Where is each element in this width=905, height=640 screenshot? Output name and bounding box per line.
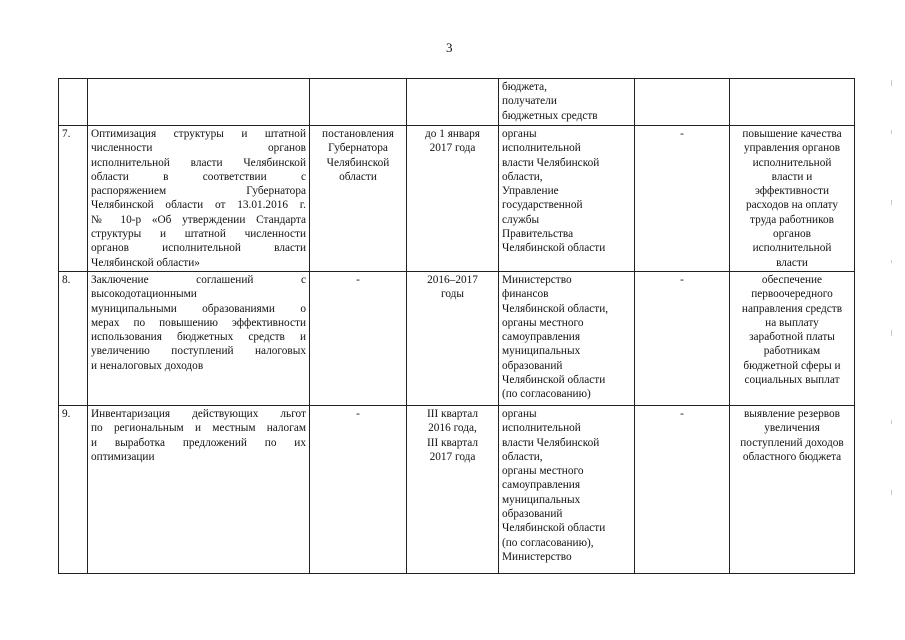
cell-line: исполнительной [752, 156, 832, 169]
cell-task [88, 271, 310, 405]
cell-line: III квартал [426, 436, 479, 449]
table-row [59, 405, 855, 573]
cell-line: власти [776, 256, 808, 269]
cell-line: - [356, 273, 360, 286]
cell-line: государственной [502, 199, 583, 212]
cell-line: бюджетной сферы и [743, 359, 841, 372]
cell-line: 2016–2017 [427, 273, 478, 286]
cell-line: области [339, 170, 377, 183]
cell-line: самоуправления [502, 479, 581, 492]
cell-line: поступлений доходов [740, 436, 844, 449]
cell-line: заработной платы [749, 331, 835, 344]
table-row-continued [59, 79, 855, 126]
cell-line: обеспечение [761, 273, 823, 286]
cell-line: и выработка предложений по их [91, 436, 306, 449]
cell-line: работникам [763, 345, 821, 358]
cell-document [310, 79, 407, 126]
table-row [59, 126, 855, 272]
cell-task [88, 79, 310, 126]
cell-line: увеличению поступлений налоговых [91, 345, 306, 358]
cell-line: муниципальными образованиями о [91, 302, 306, 315]
cell-executors [499, 126, 635, 272]
cell-line: повышение качества [742, 128, 842, 140]
cell-line: власти и [771, 170, 813, 183]
cell-line: 2017 года [429, 142, 476, 155]
cell-line: Инвентаризация действующих льгот [91, 407, 306, 420]
cell-line: образований [502, 359, 563, 372]
cell-deadline [407, 271, 499, 405]
cell-line: Правительства [502, 228, 574, 241]
cell-line: распоряжением Губернатора [91, 185, 306, 198]
scan-margin-marks [891, 60, 897, 580]
cell-line: органы местного [502, 316, 584, 329]
cell-line: власти Челябинской [502, 436, 600, 449]
cell-line: органов [773, 228, 811, 241]
cell-line: (по согласованию) [502, 388, 591, 401]
cell-document [310, 405, 407, 573]
cell-result [730, 126, 855, 272]
cell-line: муниципальных [502, 493, 581, 506]
cell-line: оптимизации [91, 450, 155, 463]
cell-line: расходов на оплату [746, 199, 838, 212]
cell-line: увеличения [764, 422, 820, 435]
cell-line: органы [502, 407, 537, 420]
cell-line: III квартал [426, 407, 479, 420]
cell-line: 2017 года [429, 450, 476, 463]
cell-line: Челябинской [326, 156, 390, 169]
cell-line: направления средств [741, 302, 843, 315]
table-row [59, 271, 855, 405]
cell-amount: - [635, 405, 730, 573]
cell-line: власти Челябинской [502, 156, 600, 169]
cell-line: Челябинской области [502, 242, 606, 255]
cell-line: труда работников [750, 213, 834, 226]
cell-line: первоочередного [751, 288, 833, 301]
cell-line: по региональным и местным налогам [91, 422, 306, 435]
cell-line: Челябинской области от 13.01.2016 г. [91, 199, 306, 212]
cell-line: Челябинской области [502, 522, 606, 535]
cell-line: и неналоговых доходов [91, 359, 204, 372]
cell-line: финансов [502, 288, 549, 301]
cell-line: областного бюджета [742, 450, 842, 463]
cell-executors [499, 79, 635, 126]
cell-line: муниципальных [502, 345, 581, 358]
cell-document [310, 271, 407, 405]
cell-line: эффективности [755, 185, 829, 198]
cell-line: 2016 года, [428, 422, 477, 435]
cell-line: социальных выплат [744, 374, 840, 387]
cell-num: 7. [59, 126, 88, 272]
cell-line: исполнительной власти Челябинской [91, 156, 306, 169]
cell-line: области в соответствии с [91, 170, 306, 183]
cell-line: органы [502, 128, 537, 140]
cell-num: 8. [59, 271, 88, 405]
page-number: 3 [446, 40, 453, 55]
cell-line: использования бюджетных средств и [91, 331, 306, 344]
cell-line: Министерство [502, 273, 572, 286]
cell-line: мерах по повышению эффективности [91, 316, 306, 329]
cell-line: № 10-р «Об утверждении Стандарта [91, 213, 306, 226]
cell-line: на выплату [765, 316, 819, 329]
cell-executors [499, 271, 635, 405]
cell-line: получатели [502, 95, 557, 108]
cell-deadline [407, 126, 499, 272]
cell-line: высокодотационными [91, 288, 197, 301]
cell-document [310, 126, 407, 272]
cell-line: бюджета, [502, 81, 547, 93]
cell-line: Министерство [502, 550, 572, 563]
cell-line: исполнительной [502, 422, 581, 435]
cell-line: органов исполнительной власти [91, 242, 306, 255]
cell-num [59, 79, 88, 126]
cell-result [730, 79, 855, 126]
measures-table [58, 78, 855, 574]
cell-line: структуры и штатной численности [91, 228, 306, 241]
cell-line: выявление резервов [743, 407, 841, 420]
cell-line: органы местного [502, 465, 584, 478]
cell-line: Оптимизация структуры и штатной [91, 128, 306, 140]
cell-num: 9. [59, 405, 88, 573]
cell-executors [499, 405, 635, 573]
cell-result [730, 271, 855, 405]
cell-line: образований [502, 508, 563, 521]
cell-line: годы [440, 288, 464, 301]
cell-line: (по согласованию), [502, 536, 594, 549]
cell-line: Челябинской области» [91, 256, 200, 269]
cell-deadline [407, 79, 499, 126]
cell-task [88, 126, 310, 272]
cell-amount: - [635, 271, 730, 405]
cell-line: исполнительной [502, 142, 581, 155]
cell-result [730, 405, 855, 573]
cell-line: самоуправления [502, 331, 581, 344]
cell-line: управления органов [743, 142, 841, 155]
cell-task [88, 405, 310, 573]
cell-line: численности органов [91, 142, 306, 155]
cell-line: исполнительной [752, 242, 832, 255]
cell-amount: - [635, 126, 730, 272]
cell-line: Заключение соглашений с [91, 273, 306, 286]
cell-amount [635, 79, 730, 126]
cell-line: постановления [322, 128, 394, 140]
cell-line: области, [502, 450, 543, 463]
cell-line: Губернатора [328, 142, 388, 155]
cell-line: Челябинской области [502, 374, 606, 387]
cell-line: области, [502, 170, 543, 183]
cell-line: до 1 января [425, 128, 480, 140]
cell-deadline [407, 405, 499, 573]
cell-line: службы [502, 213, 540, 226]
cell-line: Управление [502, 185, 559, 198]
cell-line: - [356, 407, 360, 420]
cell-line: бюджетных средств [502, 109, 598, 122]
cell-line: Челябинской области, [502, 302, 609, 315]
